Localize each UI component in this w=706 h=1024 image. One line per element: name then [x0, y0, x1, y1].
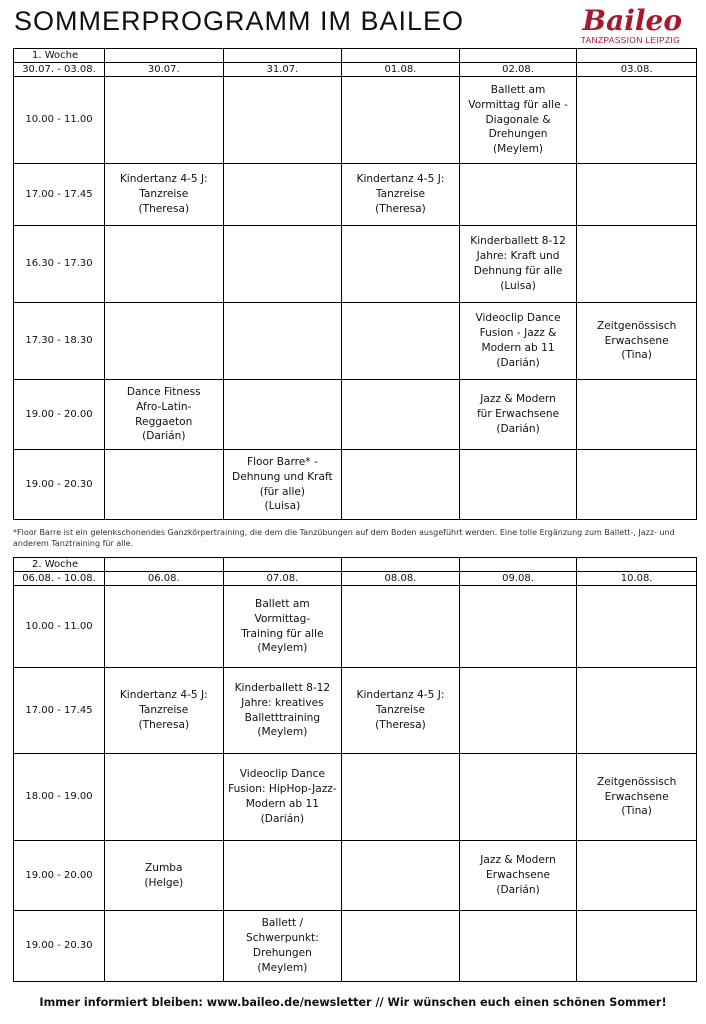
- time-slot: 10.00 - 11.00: [14, 586, 105, 668]
- time-slot: 10.00 - 11.00: [14, 77, 105, 164]
- page-title: SOMMERPROGRAMM IM BAILEO: [14, 6, 465, 36]
- empty-cell: [223, 77, 342, 164]
- empty-cell: [577, 586, 697, 668]
- day-header: 31.07.: [223, 63, 342, 77]
- empty-cell: [223, 303, 342, 380]
- empty-cell: [104, 586, 223, 668]
- class-description: Ballett / Schwerpunkt: Drehungen (Meylem): [245, 917, 319, 974]
- class-description: Ballett am Vormittag- Training für alle (Meylem): [241, 597, 324, 655]
- schedule-row: [14, 77, 697, 164]
- newsletter-footer: Immer informiert bleiben: www.baileo.de/newsletter // Wir wünschen euch einen schönen Sommer!: [39, 996, 667, 1009]
- time-slot: 16.30 - 17.30: [14, 226, 105, 303]
- class-description: Kinderballett 8-12 Jahre: Kraft und Dehnung für alle (Luisa): [470, 235, 566, 292]
- class-description: Videoclip Dance Fusion: HipHop-Jazz- Modern ab 11 (Darián): [228, 768, 337, 825]
- empty-cell: [342, 911, 460, 982]
- class-cell: [459, 380, 577, 450]
- empty-header-cell: [104, 558, 223, 572]
- empty-cell: [104, 754, 223, 841]
- class-cell: [577, 754, 697, 841]
- empty-header-cell: [577, 558, 697, 572]
- week-label-row: [14, 49, 697, 63]
- class-description: Zeitgenössisch Erwachsene (Tina): [596, 775, 677, 818]
- empty-cell: [459, 754, 577, 841]
- week-label: 2. Woche: [14, 558, 105, 572]
- empty-cell: [577, 911, 697, 982]
- time-slot: 19.00 - 20.30: [14, 450, 105, 520]
- class-cell: [459, 77, 577, 164]
- schedule-row: [14, 380, 697, 450]
- time-slot: 18.00 - 19.00: [14, 754, 105, 841]
- class-cell: [104, 841, 223, 911]
- week-date-range: 30.07. - 03.08.: [14, 63, 105, 77]
- time-slot: 17.30 - 18.30: [14, 303, 105, 380]
- empty-cell: [342, 303, 460, 380]
- schedule-row: [14, 303, 697, 380]
- empty-cell: [577, 226, 697, 303]
- class-description: Zumba (Helge): [144, 861, 184, 889]
- class-description: Kindertanz 4-5 J: Tanzreise (Theresa): [119, 173, 208, 215]
- class-cell: [223, 450, 342, 520]
- empty-cell: [577, 380, 697, 450]
- empty-header-cell: [459, 49, 577, 63]
- day-header: 08.08.: [342, 572, 460, 586]
- day-header: 01.08.: [342, 63, 460, 77]
- class-description: Jazz & Modern Erwachsene (Darián): [480, 854, 556, 896]
- empty-header-cell: [223, 558, 342, 572]
- time-slot: 17.00 - 17.45: [14, 164, 105, 226]
- day-header: 02.08.: [459, 63, 577, 77]
- schedule-row: [14, 754, 697, 841]
- schedule-row: [14, 450, 697, 520]
- day-header: 30.07.: [104, 63, 223, 77]
- empty-cell: [342, 77, 460, 164]
- empty-cell: [459, 164, 577, 226]
- empty-cell: [223, 164, 342, 226]
- empty-header-cell: [342, 558, 460, 572]
- empty-cell: [577, 841, 697, 911]
- empty-header-cell: [104, 49, 223, 63]
- week-label-row: [14, 558, 697, 572]
- class-cell: [459, 226, 577, 303]
- class-cell: [459, 303, 577, 380]
- date-header-row: [14, 63, 697, 77]
- class-description: Floor Barre* - Dehnung und Kraft (für alle) (Luisa): [232, 455, 333, 513]
- day-header: 09.08.: [459, 572, 577, 586]
- day-header: 07.08.: [223, 572, 342, 586]
- class-description: Zeitgenössisch Erwachsene (Tina): [596, 319, 677, 362]
- class-description: Dance Fitness Afro-Latin- Reggaeton (Darián): [126, 385, 201, 443]
- schedule-row: [14, 668, 697, 754]
- empty-header-cell: [342, 49, 460, 63]
- time-slot: 17.00 - 17.45: [14, 668, 105, 754]
- empty-cell: [104, 911, 223, 982]
- schedule-row: [14, 226, 697, 303]
- empty-cell: [342, 586, 460, 668]
- week1-schedule-table: [13, 48, 697, 520]
- time-slot: 19.00 - 20.00: [14, 380, 105, 450]
- empty-cell: [342, 226, 460, 303]
- empty-cell: [459, 911, 577, 982]
- schedule-row: [14, 841, 697, 911]
- day-header: 03.08.: [577, 63, 697, 77]
- week-date-range: 06.08. - 10.08.: [14, 572, 105, 586]
- day-header: 10.08.: [577, 572, 697, 586]
- class-cell: [104, 668, 223, 754]
- class-description: Jazz & Modern für Erwachsene (Darián): [476, 393, 560, 435]
- class-cell: [223, 668, 342, 754]
- empty-cell: [104, 77, 223, 164]
- empty-cell: [459, 586, 577, 668]
- page-header: [14, 6, 694, 46]
- class-description: Kinderballett 8-12 Jahre: kreatives Balletttraining (Meylem): [234, 681, 331, 739]
- empty-cell: [577, 668, 697, 754]
- day-header: 06.08.: [104, 572, 223, 586]
- empty-header-cell: [459, 558, 577, 572]
- empty-cell: [459, 450, 577, 520]
- date-header-row: [14, 572, 697, 586]
- class-description: Videoclip Dance Fusion - Jazz & Modern ab 11 (Darián): [475, 312, 561, 369]
- floor-barre-footnote: *Floor Barre ist ein gelenkschonendes Ganzkörpertraining, die dem die Tanzübungen auf dem Boden ausgeführt werden. Eine tolle Ergänzung zum Ballett-, Jazz- und anderem Tanztraining für alle.: [13, 528, 675, 549]
- empty-cell: [577, 450, 697, 520]
- class-cell: [342, 668, 460, 754]
- class-cell: [577, 303, 697, 380]
- empty-cell: [104, 450, 223, 520]
- logo-wordmark: Baileo: [582, 4, 682, 37]
- week-label: 1. Woche: [14, 49, 105, 63]
- schedule-row: [14, 164, 697, 226]
- class-cell: [104, 164, 223, 226]
- class-description: Kindertanz 4-5 J: Tanzreise (Theresa): [356, 689, 445, 731]
- class-description: Ballett am Vormittag für alle - Diagonale & Drehungen (Meylem): [468, 83, 568, 156]
- class-cell: [342, 164, 460, 226]
- empty-cell: [342, 380, 460, 450]
- logo-tagline: TANZPASSION LEIPZIG: [580, 35, 680, 45]
- empty-cell: [104, 303, 223, 380]
- class-cell: [223, 911, 342, 982]
- time-slot: 19.00 - 20.00: [14, 841, 105, 911]
- empty-header-cell: [577, 49, 697, 63]
- empty-cell: [577, 164, 697, 226]
- empty-header-cell: [223, 49, 342, 63]
- week2-schedule-table: [13, 557, 697, 982]
- empty-cell: [342, 754, 460, 841]
- empty-cell: [342, 450, 460, 520]
- class-cell: [459, 841, 577, 911]
- empty-cell: [104, 226, 223, 303]
- class-description: Kindertanz 4-5 J: Tanzreise (Theresa): [119, 689, 208, 731]
- schedule-row: [14, 911, 697, 982]
- empty-cell: [223, 841, 342, 911]
- empty-cell: [223, 226, 342, 303]
- empty-cell: [459, 668, 577, 754]
- empty-cell: [577, 77, 697, 164]
- class-cell: [223, 586, 342, 668]
- class-cell: [223, 754, 342, 841]
- class-cell: [104, 380, 223, 450]
- empty-cell: [223, 380, 342, 450]
- schedule-row: [14, 586, 697, 668]
- class-description: Kindertanz 4-5 J: Tanzreise (Theresa): [356, 173, 445, 215]
- empty-cell: [342, 841, 460, 911]
- baileo-logo: [576, 4, 686, 48]
- time-slot: 19.00 - 20.30: [14, 911, 105, 982]
